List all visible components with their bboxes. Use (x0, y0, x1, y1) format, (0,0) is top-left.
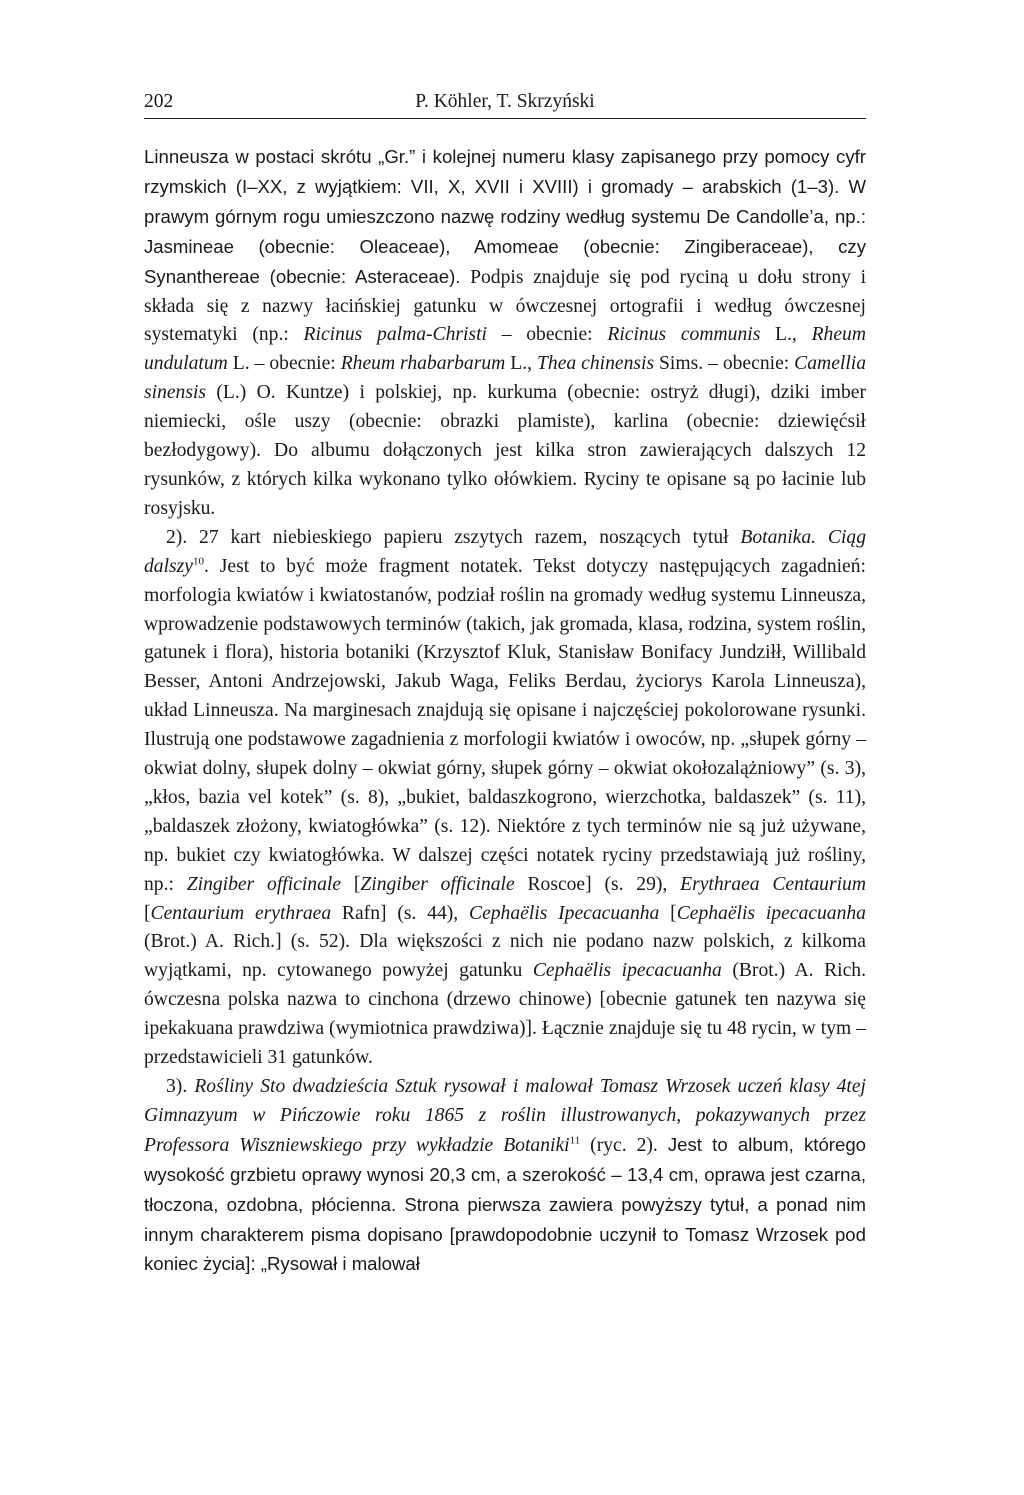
text-run: [ (144, 902, 151, 924)
text-run: Jest to album, którego wysokość grzbietu oprawy wynosi 20,3 cm, a szerokość – 13,4 cm, oprawa jest czarna, tłoczona, ozdobna, płócienna. Strona pierwsza zawiera powyższy tytuł, a ponad nim innym charakterem pisma dopisano [prawdopodobnie uczynił to Tomasz Wrzosek pod koniec życia]: „Rysował i malował (144, 1133, 867, 1275)
text-run: [ (659, 902, 677, 924)
italic-term: Cephaëlis Ipecacuanha (469, 902, 660, 924)
paragraph-linnaeus-classification (144, 143, 866, 524)
italic-term: Cephaëlis ipecacuanha (676, 902, 866, 924)
text-run: L. – obecnie: (227, 353, 341, 375)
text-run: Sims. – obecnie: (654, 353, 795, 375)
italic-term: Rheum rhabarbarum (340, 353, 506, 375)
running-title: P. Köhler, T. Skrzyński (415, 91, 595, 112)
italic-term: Rośliny Sto dwadzieścia Sztuk rysował i malował Tomasz Wrzosek uczeń klasy 4tej Gimnazyum w Pińczowie roku 1865 z roślin illustrowanych, pokazywanych przez Professora Wiszniewskiego przy wykładzie Botaniki (144, 1076, 867, 1156)
text-run: (L.) O. Kuntze) i polskiej, np. kurkuma (obecnie: ostryż długi), dziki imber niemiecki, ośle uszy (obecnie: obrazki plamiste), karlina (obecnie: dziewięćsił bezłodygowy). Do albumu dołączonych jest kilka stron zawierających dalszych 12 rysunków, z których kilka wykonano tylko ołówkiem. Ryciny te opisane są po łacinie lub rosyjsku. (144, 382, 866, 519)
text-run: – obecnie: (487, 324, 608, 346)
body-text (144, 143, 866, 1280)
italic-term: Botanika. Ciąg dalszy (144, 526, 866, 577)
italic-term: Erythraea Centaurium (680, 873, 866, 895)
italic-term: Centaurium erythraea (150, 902, 332, 924)
running-head (144, 86, 866, 118)
text-run: 2). 27 kart niebieskiego papieru zszytych razem, noszących tytuł (166, 526, 741, 548)
paragraph-item-3-rosliny-album (144, 1073, 866, 1280)
paragraph-item-2-botanika (144, 524, 866, 1073)
text-run: (Brot.) A. Rich. ówczesna polska nazwa to cinchona (drzewo chinowe) [obecnie gatunek ten nazywa się ipekakuana prawdziwa (wymiotnica prawdziwa)]. Łącznie znajduje się tu 48 rycin, w tym – przedstawicieli 31 gatunków. (144, 960, 866, 1069)
text-run: (Brot.) A. Rich.] (s. 52). Dla większości z nich nie podano nazw polskich, z kilkoma wyjątkami, np. cytowanego powyżej gatunku (144, 931, 866, 982)
italic-term: Ricinus palma-Christi (303, 324, 487, 346)
text-run: L., (505, 353, 537, 375)
italic-term: Zingiber officinale (360, 873, 515, 895)
text-run: L., (760, 324, 812, 346)
footnote-ref: 10 (192, 555, 204, 568)
text-run: Podpis znajduje się pod ryciną u dołu strony i składa się z nazwy łacińskiej gatunku w ówczesnej ortografii i według ówczesnej systematyki (np.: (144, 266, 867, 346)
italic-term: Cephaëlis ipecacuanha (532, 960, 722, 982)
text-run: 3). (166, 1076, 195, 1097)
page (144, 86, 866, 1280)
italic-term: Ricinus communis (607, 324, 761, 346)
text-run: (ryc. 2). (580, 1134, 668, 1156)
footnote-ref: 11 (569, 1134, 581, 1147)
text-run: Roscoe] (s. 29), (514, 873, 681, 895)
italic-term: Rheum undulatum (144, 324, 866, 375)
text-run: [ (341, 873, 361, 895)
italic-term: Zingiber officinale (186, 873, 342, 895)
text-run: . Jest to być może fragment notatek. Tekst dotyczy następujących zagadnień: morfologia kwiatów i kwiatostanów, podział roślin na gromady według systemu Linneusza, wprowadzenie podstawowych terminów (takich, jak gromada, klasa, rodzina, system roślin, gatunek i flora), historia botaniki (Krzysztof Kluk, Stanisław Bonifacy Jundziłł, Willibald Besser, Antoni Andrzejowski, Jakub Waga, Feliks Berdau, życiorys Karola Linneusza), układ Linneusza. Na marginesach znajdują się opisane i najczęściej pokolorowane rysunki. Ilustrują one podstawowe zagadnienia z morfologii kwiatów i owoców, np. „słupek górny – okwiat dolny, słupek dolny – okwiat górny, słupek górny – okwiat okołozalążniowy” (s. 3), „kłos, bazia vel kotek” (s. 8), „bukiet, baldaszkogrono, wierzchotka, baldaszek” (s. 11), „baldaszek złożony, kwiatogłówka” (s. 12). Niektóre z tych terminów nie są już używane, np. bukiet czy kwiatogłówka. W dalszej części notatek ryciny przedstawiają już rośliny, np.: (144, 555, 866, 895)
italic-term: Thea chinensis (537, 353, 655, 375)
text-run: Linneusza w postaci skrótu „Gr.” i kolejnej numeru klasy zapisanego przy pomocy cyfr rzymskich (I–XX, z wyjątkiem: VII, X, XVII i XVIII) i gromady – arabskich (1–3). W prawym górnym rogu umieszczono nazwę rodziny według systemu De Candolle’a, np.: Jasmineae (obecnie: Oleaceae), Amomeae (obecnie: Zingiberaceae), czy Synanthereae (obecnie: Asteraceae). (144, 146, 866, 287)
italic-term: Camellia sinensis (144, 353, 867, 404)
page-number: 202 (144, 91, 174, 112)
header-rule (144, 118, 866, 119)
text-run: Rafn] (s. 44), (331, 902, 469, 924)
